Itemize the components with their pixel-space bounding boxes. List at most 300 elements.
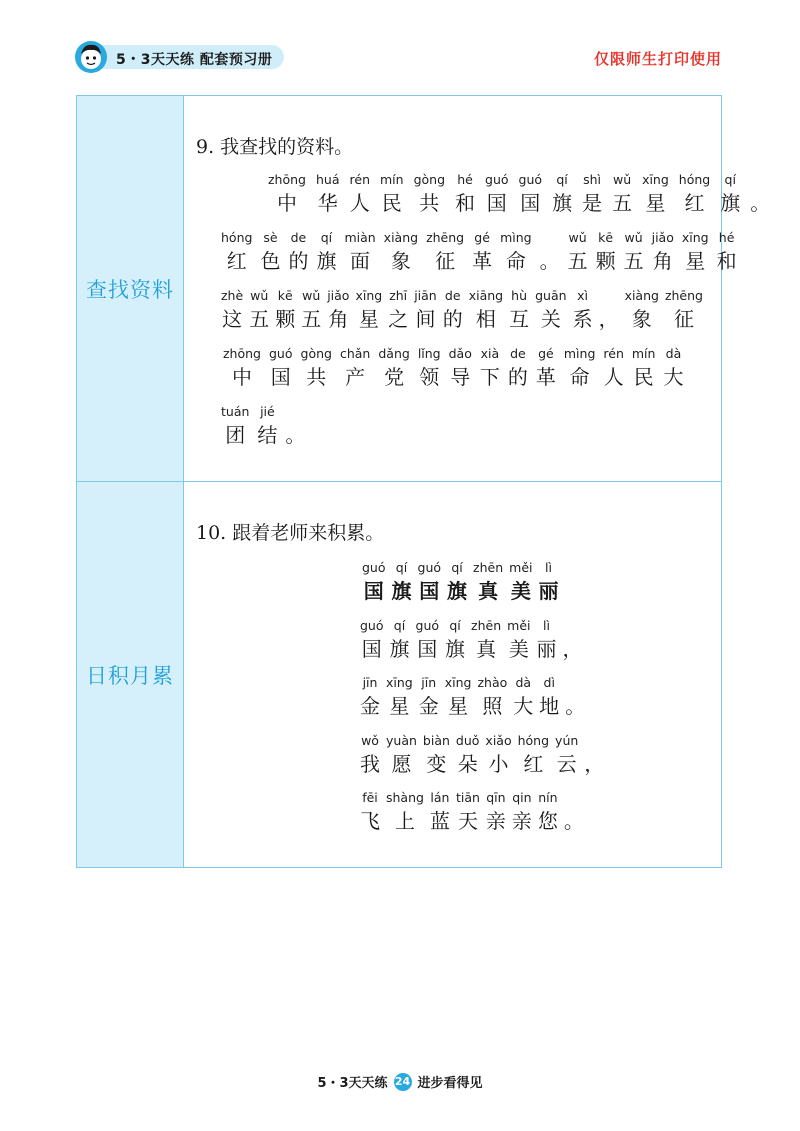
pinyin: lì [545,560,552,575]
syllable [445,618,465,664]
hanzi: 团 [225,423,246,447]
syllable [257,404,277,450]
syllable [392,560,412,606]
syllable [508,346,528,392]
syllable [269,346,293,392]
hanzi: 变 [426,752,447,776]
hanzi: 照 [482,694,503,718]
syllable [477,675,507,721]
syllable [419,675,439,721]
pinyin: xiàng [624,288,659,303]
hanzi: 小 [488,752,509,776]
hanzi: 地 [539,694,560,718]
hanzi: 美 [508,637,529,661]
syllable [416,618,440,664]
pinyin: de [290,230,307,245]
syllable [388,288,408,334]
syllable [221,404,249,450]
syllable [535,288,566,334]
syllable [443,288,463,334]
hanzi: ， [598,307,619,331]
pinyin: qīn [486,790,506,805]
hanzi: 国 [419,579,440,603]
syllable [612,172,632,218]
hanzi: 民 [633,365,654,389]
hanzi: 共 [306,365,327,389]
hanzi: 象 [390,249,411,273]
pinyin: guó [415,618,440,633]
syllable [384,230,418,276]
section-label: 日积月累 [86,663,174,688]
pinyin: jié [260,404,275,419]
mascot-icon [74,40,108,74]
syllable [316,172,340,218]
print-notice: 仅限师生打印使用 [593,50,722,68]
footer-brand: 5・3天天练 [317,1076,388,1091]
pinyin: shì [583,172,602,187]
pinyin: wǔ [568,230,587,245]
pinyin: xiàng [383,230,419,245]
syllable [301,346,332,392]
pinyin: zhēng [664,288,703,303]
hanzi: 的 [442,307,463,331]
hanzi: 国 [486,191,507,215]
pinyin: duǒ [455,733,480,748]
pinyin: miàn [344,230,376,245]
pinyin: zhōng [223,346,261,361]
pinyin: dì [543,675,555,690]
punctuation [562,618,582,664]
pinyin: dà [665,346,682,361]
punctuation [584,733,604,779]
pinyin: dǎng [378,346,410,361]
syllable [652,230,674,276]
punctuation [564,790,584,836]
hanzi: 间 [415,307,436,331]
hanzi: 之 [388,307,409,331]
poem-line [360,733,610,779]
syllable [519,172,543,218]
pinyin: wǔ [612,172,632,187]
hanzi: 亲 [511,809,532,833]
pinyin: mìng [500,230,532,245]
pinyin: rén [603,346,624,361]
syllable [426,230,464,276]
page-footer [0,1072,800,1091]
hanzi: 党 [384,365,405,389]
hanzi: 大 [513,694,534,718]
hanzi: 革 [472,249,493,273]
pinyin: qí [395,560,408,575]
syllable [223,346,261,392]
syllable [344,230,375,276]
syllable [513,675,533,721]
pinyin: dǎo [448,346,472,361]
syllable [507,618,530,664]
pinyin: kē [277,288,293,303]
pinyin: dà [515,675,532,690]
syllable [473,560,503,606]
section-label-cell [77,482,184,867]
syllable [596,230,616,276]
pinyin: xīng [642,172,669,187]
page-number: 24 [394,1073,412,1091]
syllable [249,288,269,334]
syllable [360,675,380,721]
poem-title-line [362,560,564,606]
pinyin: xiǎo [485,733,512,748]
syllable [625,288,659,334]
hanzi: 。 [563,809,584,833]
syllable [221,288,243,334]
syllable [340,346,370,392]
hanzi: 丽 [538,579,559,603]
hanzi: 国 [520,191,541,215]
pinyin: qí [556,172,568,187]
syllable [539,675,559,721]
syllable [573,288,593,334]
syllable [486,790,506,836]
syllable [390,618,410,664]
pinyin: xīng [681,230,709,245]
pinyin: xì [577,288,588,303]
pinyin: gé [538,346,554,361]
hanzi: 角 [652,249,673,273]
pinyin: guó [417,560,442,575]
pinyin: gòng [413,172,446,187]
syllable [485,172,509,218]
pinyin-line [268,172,780,218]
pinyin: shàng [386,790,424,805]
hanzi: 旗 [720,191,741,215]
hanzi: 上 [394,809,415,833]
syllable [414,172,445,218]
pinyin: qí [449,618,461,633]
syllable [288,230,308,276]
hanzi: 。 [539,249,560,273]
hanzi: 革 [535,365,556,389]
pinyin: chǎn [339,346,371,361]
hanzi: 下 [479,365,500,389]
hanzi: 星 [389,694,410,718]
pinyin: jiǎo [327,288,350,303]
pinyin: měi [509,560,533,575]
pinyin: qí [451,560,463,575]
syllable [360,618,384,664]
syllable [568,230,588,276]
pinyin: de [510,346,526,361]
syllable [301,288,321,334]
hanzi: 人 [349,191,370,215]
hanzi: 共 [419,191,440,215]
hanzi: 五 [567,249,588,273]
hanzi: 您 [537,809,558,833]
question-9: 9. 我查找的资料。 [196,136,354,158]
pinyin: zhào [477,675,508,690]
hanzi: 真 [478,579,499,603]
hanzi: 国 [270,365,291,389]
syllable [418,560,442,606]
syllable [430,790,450,836]
hanzi: 的 [288,249,309,273]
pinyin: yún [555,733,579,748]
footer-slogan: 进步看得见 [417,1076,483,1091]
hanzi: 国 [361,637,382,661]
syllable [386,733,417,779]
syllable [378,346,409,392]
syllable [471,618,501,664]
syllable [564,346,596,392]
hanzi: 产 [345,365,366,389]
pinyin: mín [380,172,404,187]
syllable [472,230,492,276]
pinyin-line [223,346,691,392]
pinyin: qí [393,618,406,633]
hanzi: 蓝 [429,809,450,833]
hanzi: 系 [572,307,593,331]
syllable [268,172,306,218]
pinyin: guó [485,172,509,187]
syllable [555,733,578,779]
hanzi: 金 [360,694,380,718]
hanzi: 旗 [447,579,468,603]
punctuation [540,230,560,276]
hanzi: 飞 [360,809,380,833]
hanzi: 命 [505,249,526,273]
hanzi: 五 [623,249,644,273]
pinyin: hóng [221,230,253,245]
syllable [552,172,572,218]
section-label: 查找资料 [86,277,174,302]
hanzi: 是 [582,191,603,215]
hanzi: 美 [510,579,531,603]
syllable [456,733,480,779]
hanzi: 命 [569,365,590,389]
hanzi: 朵 [457,752,478,776]
hanzi: 愿 [391,752,412,776]
syllable [355,288,382,334]
syllable [449,346,472,392]
poem-line [360,675,591,721]
hanzi: 红 [684,191,705,215]
hanzi: 民 [381,191,402,215]
syllable [518,733,549,779]
pinyin-line [221,230,745,276]
syllable [480,346,500,392]
hanzi: 象 [631,307,652,331]
question-10: 10. 跟着老师来积累。 [196,522,385,544]
pinyin: xià [480,346,500,361]
hanzi: 五 [301,307,322,331]
hanzi: 征 [435,249,456,273]
hanzi: 面 [350,249,371,273]
poem-line [360,790,590,836]
header-badge [74,40,284,74]
pinyin: guān [535,288,567,303]
pinyin: jīn [421,675,437,690]
syllable [717,230,737,276]
pinyin: guó [269,346,293,361]
hanzi: 旗 [316,249,337,273]
pinyin: qin [512,790,532,805]
hanzi: 红 [523,752,544,776]
pinyin: nín [538,790,558,805]
syllable [632,346,656,392]
syllable [603,346,623,392]
pinyin: mín [631,346,656,361]
syllable [380,172,404,218]
hanzi: 。 [750,191,771,215]
hanzi: 领 [419,365,440,389]
syllable [445,675,472,721]
syllable [386,675,413,721]
syllable [423,733,450,779]
syllable [720,172,740,218]
syllable [679,172,710,218]
pinyin: hé [718,230,735,245]
pinyin: gé [474,230,490,245]
hanzi: 互 [509,307,530,331]
pinyin: zhè [221,288,244,303]
syllable [360,790,380,836]
pinyin: xīng [444,675,472,690]
syllable [512,790,532,836]
hanzi: 结 [257,423,278,447]
pinyin: lǐng [417,346,441,361]
hanzi: ， [584,752,605,776]
syllable [418,346,441,392]
hanzi: 星 [358,307,379,331]
pinyin: yuàn [386,733,417,748]
pinyin: tiān [455,790,480,805]
pinyin: zhōng [268,172,306,187]
syllable [500,230,532,276]
syllable [360,733,380,779]
pinyin-line [221,288,709,334]
hanzi: 丽 [536,637,557,661]
pinyin: zhēng [426,230,465,245]
punctuation [750,172,770,218]
pinyin: wǒ [361,733,379,748]
syllable [456,790,480,836]
pinyin: wǔ [302,288,321,303]
hanzi: 关 [540,307,561,331]
pinyin: hóng [517,733,550,748]
pinyin: wǔ [250,288,269,303]
syllable [327,288,349,334]
hanzi: 华 [317,191,338,215]
pinyin: hé [457,172,473,187]
pinyin: mìng [563,346,596,361]
hanzi: 征 [673,307,694,331]
pinyin: guó [518,172,543,187]
syllable [642,172,669,218]
hanzi: 大 [663,365,684,389]
hanzi: 云 [556,752,577,776]
syllable [509,560,532,606]
syllable [624,230,644,276]
pinyin: jīn [362,675,378,690]
pinyin: zhēn [473,560,504,575]
pinyin: zhī [389,288,408,303]
pinyin: de [444,288,461,303]
punctuation [599,288,619,334]
pinyin: lì [543,618,550,633]
hanzi: 导 [450,365,471,389]
hanzi: 角 [328,307,349,331]
hanzi: 红 [226,249,247,273]
pinyin: wǔ [624,230,643,245]
hanzi: 五 [249,307,270,331]
hanzi: ， [562,637,583,661]
pinyin: zhēn [471,618,502,633]
pinyin: qí [724,172,736,187]
hanzi: 中 [232,365,252,389]
syllable [582,172,602,218]
punctuation [565,675,585,721]
pinyin: gòng [300,346,332,361]
hanzi: 亲 [485,809,506,833]
hanzi: 人 [603,365,624,389]
syllable [316,230,336,276]
syllable [275,288,295,334]
syllable [485,733,511,779]
hanzi: 颗 [275,307,296,331]
pinyin: rén [349,172,370,187]
punctuation [285,404,305,450]
hanzi: 色 [260,249,281,273]
hanzi: 金 [418,694,439,718]
hanzi: 星 [685,249,706,273]
hanzi: 国 [363,579,384,603]
hanzi: 国 [417,637,438,661]
pinyin: hù [511,288,528,303]
pinyin: qí [320,230,333,245]
hanzi: 。 [565,694,586,718]
syllable [455,172,475,218]
syllable [538,790,558,836]
pinyin: xīng [386,675,413,690]
hanzi: 相 [475,307,496,331]
hanzi: 这 [222,307,243,331]
pinyin-line [221,404,313,450]
pinyin: xīng [355,288,383,303]
hanzi: 颗 [595,249,616,273]
pinyin: tuán [221,404,250,419]
pinyin: xiāng [468,288,504,303]
hanzi: 旗 [552,191,573,215]
hanzi: 天 [457,809,478,833]
syllable [362,560,386,606]
syllable [447,560,467,606]
syllable [414,288,437,334]
pinyin: biàn [422,733,450,748]
pinyin: hóng [678,172,711,187]
hanzi: 和 [716,249,737,273]
hanzi: 真 [476,637,497,661]
hanzi: 旗 [391,579,412,603]
syllable [260,230,280,276]
hanzi: 星 [645,191,666,215]
syllable [350,172,370,218]
syllable [221,230,252,276]
syllable [536,618,556,664]
hanzi: 。 [285,423,306,447]
pinyin: jiǎo [651,230,674,245]
pinyin: huá [316,172,340,187]
hanzi: 五 [612,191,633,215]
poem-line [360,618,588,664]
